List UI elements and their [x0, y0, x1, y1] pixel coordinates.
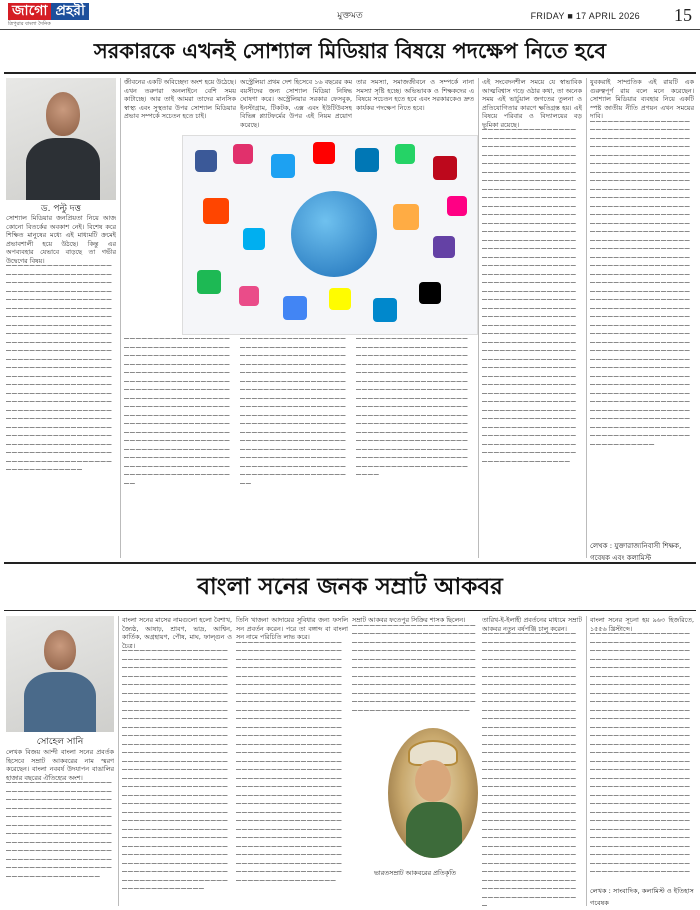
text-filler: ▔▔▔▔▔▔▔▔▔▔▔▔▔▔▔▔▔▔▔▔▔▔▔▔▔▔▔▔▔▔▔▔▔▔▔▔▔▔▔▔▔▔▔▔▔▔▔▔▔▔▔▔▔▔▔▔▔▔▔▔▔▔▔▔▔▔▔▔▔▔▔▔▔▔▔▔▔▔▔▔▔▔▔▔▔▔▔▔▔▔▔▔▔▔▔▔▔▔▔▔▔▔▔▔▔▔▔▔▔▔▔▔▔▔▔▔▔▔▔▔▔▔▔▔▔▔▔▔▔▔▔▔▔▔▔▔▔▔▔▔▔▔▔▔▔▔▔▔▔▔▔▔▔▔▔▔▔▔▔▔▔▔▔▔▔▔▔▔▔▔▔▔▔▔▔▔▔▔▔▔▔▔▔▔▔▔▔▔▔▔▔▔▔▔▔▔▔▔▔▔▔▔▔▔▔▔▔▔▔▔▔▔▔▔▔▔▔▔▔▔▔▔▔▔▔▔▔▔▔▔▔▔▔▔▔▔▔▔▔▔▔▔▔▔▔▔▔▔▔▔▔▔▔▔▔▔▔▔▔▔▔▔▔▔▔▔▔▔▔▔▔▔▔▔▔▔▔▔▔▔▔▔▔▔▔▔▔▔▔▔▔▔▔▔▔▔▔▔▔▔▔▔▔▔▔▔▔▔▔▔▔▔▔▔▔▔▔▔▔▔▔▔▔▔▔▔▔▔▔▔▔▔▔▔▔▔▔▔▔▔▔▔▔▔▔▔▔▔▔▔▔▔▔▔▔▔▔▔▔▔▔▔▔▔▔▔▔▔▔▔▔▔▔▔▔▔▔▔▔▔▔▔▔▔▔▔▔▔▔▔▔▔▔▔▔▔▔▔▔▔▔▔▔▔▔▔▔▔▔▔▔▔▔▔▔▔▔▔▔▔▔▔▔▔▔▔▔▔▔▔▔▔▔▔▔▔▔▔▔▔▔▔▔▔▔▔▔▔▔▔▔▔▔▔▔▔▔▔▔▔▔▔▔▔▔▔▔▔▔▔▔▔▔▔▔▔▔▔▔▔▔▔▔▔▔▔▔▔▔▔▔▔▔▔▔▔▔▔▔▔▔▔▔▔▔▔▔▔▔▔▔▔▔▔▔▔▔▔▔▔▔▔▔▔▔▔▔▔▔▔▔▔▔▔▔▔▔▔▔▔▔▔▔▔▔▔▔▔▔▔▔▔▔▔▔▔▔▔▔▔▔▔▔▔▔▔▔▔▔▔▔▔▔▔▔▔▔▔▔▔▔▔▔▔▔▔▔▔▔▔▔▔▔▔▔▔▔▔▔▔▔▔▔▔▔▔▔▔▔▔▔▔▔▔▔▔▔▔▔▔▔▔▔▔▔▔▔▔▔▔▔▔▔▔▔▔▔▔▔ — [482, 129, 577, 469]
text-filler: ▔▔▔▔▔▔▔▔▔▔▔▔▔▔▔▔▔▔▔▔▔▔▔▔▔▔▔▔▔▔▔▔▔▔▔▔▔▔▔▔▔▔▔▔▔▔▔▔▔▔▔▔▔▔▔▔▔▔▔▔▔▔▔▔▔▔▔▔▔▔▔▔▔▔▔▔▔▔▔▔▔▔▔▔▔▔▔▔▔▔▔▔▔▔▔▔▔▔▔▔▔▔▔▔▔▔▔▔▔▔▔▔▔▔▔▔▔▔▔▔▔▔▔▔▔▔▔▔▔▔▔▔▔▔▔▔▔▔▔▔▔▔▔▔▔▔▔▔▔▔▔▔▔▔▔▔▔▔▔▔▔▔▔▔▔▔▔▔▔▔▔▔▔▔▔▔▔▔▔▔▔▔▔▔▔▔▔▔▔▔▔▔▔▔▔▔▔▔▔▔▔▔▔▔▔▔▔▔▔▔▔▔▔▔▔▔▔▔▔▔▔▔▔▔▔▔▔▔▔▔▔▔▔▔▔▔▔▔▔▔▔▔▔▔▔▔▔▔▔▔▔▔▔▔▔▔▔▔▔▔▔▔▔▔▔▔▔▔▔▔▔▔▔▔▔▔▔▔▔▔▔▔▔▔▔▔▔▔▔▔▔▔▔▔▔▔▔▔▔▔▔▔▔▔▔▔▔▔ — [356, 338, 469, 482]
article1-column-6 — [590, 78, 694, 538]
facebook-icon — [195, 150, 217, 172]
logo-part-left: জাগো — [8, 3, 51, 20]
google-icon — [283, 296, 307, 320]
text-filler: ▔▔▔▔▔▔▔▔▔▔▔▔▔▔▔▔▔▔▔▔▔▔▔▔▔▔▔▔▔▔▔▔▔▔▔▔▔▔▔▔▔▔▔▔▔▔▔▔▔▔▔▔▔▔▔▔▔▔▔▔▔▔▔▔▔▔▔▔▔▔▔▔▔▔▔▔▔▔▔▔▔▔▔▔▔▔▔▔▔▔▔▔▔▔▔▔▔▔▔▔▔▔▔▔▔▔▔▔▔▔▔▔▔▔▔▔▔▔▔▔▔▔▔▔▔▔▔▔▔▔▔▔▔▔▔▔▔▔▔▔▔▔▔▔▔▔▔▔▔▔▔▔▔▔▔▔▔▔▔▔▔▔▔▔▔▔▔▔▔▔▔▔▔▔▔▔▔▔▔▔▔▔▔▔▔▔▔▔▔▔▔▔▔▔▔▔▔▔▔▔▔▔▔▔▔▔▔▔▔▔▔▔▔▔▔▔▔▔▔▔▔▔▔▔▔▔▔▔▔▔ — [352, 624, 477, 718]
article1-author-caption: ড. পল্টু দত্ত — [41, 204, 81, 214]
article2-column-2 — [122, 616, 232, 906]
dribbble-icon — [239, 286, 259, 306]
face-shape — [46, 92, 80, 136]
column-rule — [118, 616, 119, 906]
column-rule — [120, 78, 121, 558]
divider — [4, 562, 696, 564]
paragraph: এই সংবেদনশীল সময়ে যে স্বাভাবিক আত্মবিশ্বাস গড়ে ওঠার কথা, তা অনেক সময় এই ভার্চুয়াল জগতের তুলনা ও প্রতিযোগিতার কারণে ক্ষতিগ্রস্ত হয়। এই বিষয়ে পরিবার ও বিদ্যালয়ের বড় ভূমিকা রয়েছে। — [482, 78, 582, 129]
telegram-icon — [373, 298, 397, 322]
author-photo — [6, 78, 116, 200]
column-rule — [586, 78, 587, 558]
tiktok-icon — [419, 282, 441, 304]
flickr-icon — [447, 196, 467, 216]
youtube-icon — [313, 142, 335, 164]
text-filler: ▔▔▔▔▔▔▔▔▔▔▔▔▔▔▔▔▔▔▔▔▔▔▔▔▔▔▔▔▔▔▔▔▔▔▔▔▔▔▔▔▔▔▔▔▔▔▔▔▔▔▔▔▔▔▔▔▔▔▔▔▔▔▔▔▔▔▔▔▔▔▔▔▔▔▔▔▔▔▔▔▔▔▔▔▔▔▔▔▔▔▔▔▔▔▔▔▔▔▔▔▔▔▔▔▔▔▔▔▔▔▔▔▔▔▔▔▔▔▔▔▔▔▔▔▔▔▔▔▔▔▔▔▔▔▔▔▔▔▔▔▔▔▔▔▔▔▔▔▔▔▔▔▔▔▔▔▔▔▔▔▔▔▔▔▔▔▔▔▔▔▔▔▔▔▔▔▔▔▔▔▔▔▔▔▔▔▔▔▔▔▔▔▔▔▔▔▔▔▔▔▔▔▔▔▔▔▔▔▔▔▔▔▔▔▔▔▔▔▔▔▔▔▔▔▔▔▔▔▔▔▔▔▔▔▔▔▔▔▔▔▔▔▔▔▔▔▔▔▔▔▔▔▔▔▔▔▔▔▔▔▔▔▔▔▔▔▔▔▔▔▔▔▔▔▔▔▔▔▔▔▔▔▔▔▔▔▔▔▔▔▔▔▔▔▔▔▔▔▔▔▔▔▔▔▔▔▔▔ — [240, 338, 347, 491]
snapchat-icon — [329, 288, 351, 310]
issue-date: FRIDAY ■ 17 APRIL 2026 — [530, 11, 640, 21]
article2-column-4 — [352, 616, 478, 724]
masthead — [0, 0, 700, 30]
paragraph: সম্রাট আকবর ফতেপুর সিক্রির শাসক ছিলেন। — [352, 616, 466, 624]
reddit-icon — [203, 198, 229, 224]
paragraph: বাংলা সনের মাসের নামগুলো হলো বৈশাখ, জ্যৈষ্ঠ, আষাঢ়, শ্রাবণ, ভাদ্র, আশ্বিন, কার্তিক, অগ্রহায়ণ, পৌষ, মাঘ, ফাল্গুন ও চৈত্র। — [122, 616, 232, 650]
article1-column-4-bottom — [356, 338, 474, 560]
article1-headline: সরকারকে এখনই সোশ্যাল মিডিয়ার বিষয়ে পদক্ষেপ নিতে হবে — [93, 39, 607, 63]
rss-icon — [393, 204, 419, 230]
article2-column-6 — [590, 616, 694, 880]
paragraph: অস্ট্রেলিয়া প্রথম দেশ হিসেবে ১৬ বছরের কম বয়সীদের জন্য সোশ্যাল মিডিয়া নিষিদ্ধ ঘোষণা করে। অস্ট্রেলিয়ার সরকার ফেসবুক, ইনস্টাগ্রাম, টিকটক, এক্স এবং ইউটিউবসহ বিভিন্ন প্ল্যাটফর্মের উপর এই নিয়ম প্রয়োগ করেছে। — [240, 78, 352, 129]
article2-column-5 — [482, 616, 582, 906]
face-shape — [415, 760, 451, 802]
article2-column-1 — [6, 748, 114, 904]
article2-column-3 — [236, 616, 348, 906]
article2-headline: বাংলা সনের জনক সম্রাট আকবর — [197, 574, 503, 600]
article2-author-caption: সোহেল সানি — [36, 737, 84, 747]
akbar-portrait — [388, 728, 478, 858]
paragraph: তারিখ-ই-ইলাহী প্রবর্তনের মাধ্যমে সম্রাট আকবর নতুন বর্ষপঞ্জি চালু করেন। — [482, 616, 582, 633]
social-media-illustration — [182, 135, 478, 335]
article1-column-2-top — [124, 78, 236, 134]
pinterest-icon — [433, 156, 457, 180]
author-photo — [6, 616, 114, 732]
whatsapp-icon — [395, 144, 415, 164]
paragraph: সোশ্যাল মিডিয়ার জনপ্রিয়তা নিয়ে আজ কোনো বিতর্কের অবকাশ নেই। বিশেষ করে শিক্ষিত মানুষের মধ্যে এই মাধ্যমটি ক্রমেই প্রভাবশালী হয়ে উঠছে। কিন্তু এর অপব্যবহার যেভাবে বাড়ছে তা গভীর উদ্বেগের বিষয়। — [6, 214, 116, 265]
linkedin-icon — [355, 148, 379, 172]
column-rule — [586, 616, 587, 906]
robe-shape — [406, 802, 462, 858]
article2-author-note: লেখক : সাংবাদিক, কলামিস্ট ও ইতিহাস গবেষক — [590, 887, 694, 907]
logo-part-right: প্রহরী — [51, 3, 89, 20]
text-filler: ▔▔▔▔▔▔▔▔▔▔▔▔▔▔▔▔▔▔▔▔▔▔▔▔▔▔▔▔▔▔▔▔▔▔▔▔▔▔▔▔▔▔▔▔▔▔▔▔▔▔▔▔▔▔▔▔▔▔▔▔▔▔▔▔▔▔▔▔▔▔▔▔▔▔▔▔▔▔▔▔▔▔▔▔▔▔▔▔▔▔▔▔▔▔▔▔▔▔▔▔▔▔▔▔▔▔▔▔▔▔▔▔▔▔▔▔▔▔▔▔▔▔▔▔▔▔▔▔▔▔▔▔▔▔▔▔▔▔▔▔▔▔▔▔▔▔▔▔▔▔▔▔▔▔▔▔▔▔▔▔▔▔▔▔▔▔▔▔▔▔▔▔▔▔▔▔▔▔▔▔▔▔▔▔▔▔▔▔▔▔▔▔▔▔▔▔▔▔▔▔▔▔▔▔▔▔▔▔▔▔▔▔▔▔▔▔▔▔▔▔▔▔▔▔▔▔▔▔▔▔▔▔▔▔▔▔▔▔▔▔▔▔▔▔▔▔▔▔▔▔▔▔▔▔▔▔▔▔▔▔▔▔▔▔▔▔▔▔▔▔▔▔▔▔▔▔▔▔▔▔▔▔▔▔▔▔▔▔▔▔▔▔▔▔▔▔▔▔▔▔▔▔▔▔▔▔▔▔ — [124, 338, 231, 491]
page-number: 15 — [674, 5, 692, 25]
paragraph: তিনি খাজনা আদায়ের সুবিধার জন্য ফসলি সন প্রবর্তন করেন। পরে তা বঙ্গাব্দ বা বাংলা সন নামে পরিচিতি লাভ করে। — [236, 616, 348, 641]
article1-column-5 — [482, 78, 582, 558]
article1-column-3-top — [240, 78, 352, 134]
paragraph: যুবকরাই সাম্প্রতিক এই রায়টি এক গুরুত্বপূর্ণ রায় বলে মনে করেছেন। সোশ্যাল মিডিয়ার ব্যবহার নিয়ে একটি স্পষ্ট জাতীয় নীতি প্রণয়ন এখন সময়ের দাবি। — [590, 78, 694, 120]
globe-icon — [291, 191, 377, 277]
text-filler: ▔▔▔▔▔▔▔▔▔▔▔▔▔▔▔▔▔▔▔▔▔▔▔▔▔▔▔▔▔▔▔▔▔▔▔▔▔▔▔▔▔▔▔▔▔▔▔▔▔▔▔▔▔▔▔▔▔▔▔▔▔▔▔▔▔▔▔▔▔▔▔▔▔▔▔▔▔▔▔▔▔▔▔▔▔▔▔▔▔▔▔▔▔▔▔▔▔▔▔▔▔▔▔▔▔▔▔▔▔▔▔▔▔▔▔▔▔▔▔▔▔▔▔▔▔▔▔▔▔▔▔▔▔▔▔▔▔▔▔▔▔▔▔▔▔▔▔▔▔▔▔▔▔▔▔▔▔▔▔▔▔▔▔▔▔▔▔▔▔▔▔▔▔▔▔▔▔▔▔▔▔▔▔▔▔▔▔▔▔▔▔▔▔▔▔▔▔▔▔▔▔▔▔▔▔▔▔▔▔▔▔▔▔▔▔▔▔▔▔▔▔▔▔▔▔▔▔▔▔▔▔▔▔▔▔▔▔▔▔▔▔▔▔▔▔▔▔▔▔▔▔▔▔▔▔▔▔▔▔▔▔▔▔▔▔▔▔▔▔▔▔▔▔▔▔▔▔▔▔▔▔▔▔▔▔▔▔▔▔▔▔▔▔▔▔▔▔▔▔▔▔▔▔▔▔▔▔▔▔▔▔▔▔▔▔▔▔▔▔▔▔▔▔▔▔▔▔▔▔▔▔▔▔▔▔▔▔▔▔▔▔▔▔▔▔▔▔▔▔▔▔▔▔▔▔▔▔▔▔▔▔▔▔▔▔▔▔▔▔▔▔▔▔▔▔▔▔▔▔▔▔▔▔▔▔▔▔▔▔▔▔▔▔▔▔▔▔▔▔▔▔▔▔▔▔▔▔▔▔▔▔▔▔▔▔▔▔▔▔▔▔▔▔▔▔▔▔▔▔▔▔▔▔▔▔▔▔▔▔▔▔▔▔▔▔ — [6, 265, 113, 477]
section-label: মুক্তমত — [337, 11, 363, 21]
paragraph: তার সমস্যা, সমাজজীবনে ও সম্পর্কে নানা সমস্যা সৃষ্টি হচ্ছে। অভিভাবক ও শিক্ষকদের এ বিষয়ে সচেতন হতে হবে এবং সরকারকেও দ্রুত কার্যকর পদক্ষেপ নিতে হবে। — [356, 78, 474, 112]
portrait-caption: ভারতসম্রাট আকবরের প্রতিকৃতি — [373, 869, 457, 877]
text-filler: ▔▔▔▔▔▔▔▔▔▔▔▔▔▔▔▔▔▔▔▔▔▔▔▔▔▔▔▔▔▔▔▔▔▔▔▔▔▔▔▔▔▔▔▔▔▔▔▔▔▔▔▔▔▔▔▔▔▔▔▔▔▔▔▔▔▔▔▔▔▔▔▔▔▔▔▔▔▔▔▔▔▔▔▔▔▔▔▔▔▔▔▔▔▔▔▔▔▔▔▔▔▔▔▔▔▔▔▔▔▔▔▔▔▔▔▔▔▔▔▔▔▔▔▔▔▔▔▔▔▔▔▔▔▔▔▔▔▔▔▔▔▔▔▔▔▔▔▔▔▔▔▔▔▔▔▔▔▔▔▔▔▔▔▔▔▔▔▔▔▔▔▔▔▔▔▔▔▔▔▔▔▔▔▔▔▔▔▔▔▔▔▔▔▔▔▔▔▔▔▔▔▔▔▔▔▔▔▔▔▔▔▔▔▔▔▔▔▔▔▔▔▔▔▔▔▔▔▔▔▔▔▔▔▔▔▔▔▔▔▔▔▔▔▔▔▔▔▔▔▔▔▔▔▔▔▔▔▔▔▔▔▔▔▔▔▔▔▔▔▔▔▔▔▔▔▔▔▔▔▔▔▔▔▔▔▔▔▔▔▔▔▔▔▔▔▔▔▔▔▔▔▔▔▔▔▔▔▔▔▔▔▔▔▔▔▔▔▔▔▔▔▔▔▔▔▔▔▔▔▔▔▔▔▔▔▔▔▔▔▔▔▔▔▔▔▔▔▔▔▔▔▔▔▔▔▔▔▔▔▔▔▔▔▔▔▔▔▔▔▔▔▔▔▔▔▔▔▔▔▔▔▔▔▔▔▔▔▔▔▔▔▔▔▔▔▔▔▔▔▔▔▔▔▔▔▔▔▔▔▔▔▔▔▔▔▔▔▔▔▔▔▔▔▔▔▔▔▔▔▔▔▔▔▔▔▔▔▔▔▔▔▔▔▔▔▔▔▔▔▔▔▔▔▔▔▔▔▔▔▔▔▔▔▔▔▔▔▔▔▔▔▔▔▔▔▔▔▔▔▔▔▔▔▔▔▔▔▔▔▔▔▔▔▔▔▔▔▔▔▔▔▔▔▔▔▔▔▔▔▔▔▔ — [482, 633, 577, 905]
article1-column-4-top — [356, 78, 474, 134]
article1-column-1 — [6, 214, 116, 559]
text-filler: ▔▔▔▔▔▔▔▔▔▔▔▔▔▔▔▔▔▔▔▔▔▔▔▔▔▔▔▔▔▔▔▔▔▔▔▔▔▔▔▔▔▔▔▔▔▔▔▔▔▔▔▔▔▔▔▔▔▔▔▔▔▔▔▔▔▔▔▔▔▔▔▔▔▔▔▔▔▔▔▔▔▔▔▔▔▔▔▔▔▔▔▔▔▔▔▔▔▔▔▔▔▔▔▔▔▔▔▔▔▔▔▔▔▔▔▔▔▔▔▔▔▔▔▔▔▔▔▔▔▔▔▔▔▔▔▔▔▔▔▔▔▔▔▔▔▔▔▔▔▔▔▔▔▔▔▔▔▔▔▔▔▔▔▔▔▔▔▔▔▔▔▔▔▔▔▔▔▔▔▔▔▔▔▔▔▔▔▔▔▔▔▔▔▔▔▔▔▔▔▔▔▔▔▔▔▔▔▔▔▔▔▔▔▔▔▔▔▔▔▔▔▔▔▔▔▔▔▔▔▔▔▔▔▔▔▔▔▔▔▔▔▔▔▔▔▔▔▔▔▔▔▔▔▔▔▔▔▔▔▔▔▔▔▔▔▔▔▔▔▔▔▔▔▔▔▔▔▔▔▔▔▔▔▔▔▔▔▔▔▔▔▔▔▔▔▔▔▔▔▔▔▔▔▔▔▔▔▔▔▔▔▔▔▔▔▔▔▔▔▔▔▔▔▔▔▔▔▔▔▔▔▔▔▔▔▔▔▔▔▔▔▔▔▔▔▔▔▔▔▔▔▔▔▔▔▔▔▔▔▔▔▔▔▔▔▔▔▔▔▔▔▔▔▔▔▔▔▔▔▔▔▔▔▔▔▔▔▔▔▔▔▔▔▔▔▔▔▔▔▔▔▔▔▔▔▔▔▔▔▔▔▔▔▔▔▔▔▔▔▔▔▔▔▔▔▔▔▔▔▔▔▔▔▔▔▔▔▔▔▔▔▔▔▔▔▔▔▔▔▔▔▔▔▔▔▔▔▔▔▔▔▔▔▔▔▔▔▔▔▔▔▔▔▔▔▔▔▔▔▔▔▔▔▔▔▔▔▔▔▔▔▔▔▔▔▔▔▔▔▔▔▔▔▔▔▔▔▔▔▔▔▔▔▔▔▔▔▔ — [122, 650, 229, 896]
twitter-icon — [271, 154, 295, 178]
text-filler: ▔▔▔▔▔▔▔▔▔▔▔▔▔▔▔▔▔▔▔▔▔▔▔▔▔▔▔▔▔▔▔▔▔▔▔▔▔▔▔▔▔▔▔▔▔▔▔▔▔▔▔▔▔▔▔▔▔▔▔▔▔▔▔▔▔▔▔▔▔▔▔▔▔▔▔▔▔▔▔▔▔▔▔▔▔▔▔▔▔▔▔▔▔▔▔▔▔▔▔▔▔▔▔▔▔▔▔▔▔▔▔▔▔▔▔▔▔▔▔▔▔▔▔▔▔▔▔▔▔▔▔▔▔▔▔▔▔▔▔▔▔▔▔▔▔▔▔▔▔▔▔▔▔▔▔▔▔▔▔▔▔▔▔▔▔▔▔▔▔▔▔▔▔▔▔▔▔▔▔▔▔▔▔▔▔▔▔▔▔▔▔▔▔▔▔▔▔▔▔▔▔▔▔▔▔▔▔▔▔▔▔▔▔▔ — [6, 782, 113, 884]
text-filler: ▔▔▔▔▔▔▔▔▔▔▔▔▔▔▔▔▔▔▔▔▔▔▔▔▔▔▔▔▔▔▔▔▔▔▔▔▔▔▔▔▔▔▔▔▔▔▔▔▔▔▔▔▔▔▔▔▔▔▔▔▔▔▔▔▔▔▔▔▔▔▔▔▔▔▔▔▔▔▔▔▔▔▔▔▔▔▔▔▔▔▔▔▔▔▔▔▔▔▔▔▔▔▔▔▔▔▔▔▔▔▔▔▔▔▔▔▔▔▔▔▔▔▔▔▔▔▔▔▔▔▔▔▔▔▔▔▔▔▔▔▔▔▔▔▔▔▔▔▔▔▔▔▔▔▔▔▔▔▔▔▔▔▔▔▔▔▔▔▔▔▔▔▔▔▔▔▔▔▔▔▔▔▔▔▔▔▔▔▔▔▔▔▔▔▔▔▔▔▔▔▔▔▔▔▔▔▔▔▔▔▔▔▔▔▔▔▔▔▔▔▔▔▔▔▔▔▔▔▔▔▔▔▔▔▔▔▔▔▔▔▔▔▔▔▔▔▔▔▔▔▔▔▔▔▔▔▔▔▔▔▔▔▔▔▔▔▔▔▔▔▔▔▔▔▔▔▔▔▔▔▔▔▔▔▔▔▔▔▔▔▔▔▔▔▔▔▔▔▔▔▔▔▔▔▔▔▔▔▔▔▔▔▔▔▔▔▔▔▔▔▔▔▔▔▔▔▔▔▔▔▔▔▔▔▔▔▔▔▔▔▔▔▔▔▔▔▔▔▔▔▔▔▔▔▔▔▔▔▔▔▔▔▔▔▔▔▔▔▔▔▔▔▔▔▔▔▔▔▔▔▔▔▔▔▔▔▔▔▔▔▔▔▔▔▔▔▔▔▔▔▔▔▔▔▔▔▔▔▔▔▔▔▔▔▔▔▔▔▔▔▔▔▔▔▔▔▔▔▔▔▔▔▔▔▔▔▔▔▔▔▔▔▔▔▔▔▔▔▔▔▔▔▔▔▔▔▔▔▔▔▔▔▔▔▔▔▔▔▔▔▔▔▔▔▔▔▔▔▔▔▔▔▔▔▔▔▔▔▔▔▔▔▔▔▔▔▔▔▔▔▔▔▔▔▔▔▔▔▔▔▔▔▔▔▔▔▔▔▔▔▔ — [236, 641, 343, 888]
spotify-icon — [197, 270, 221, 294]
paragraph: জীবনের একটি অবিচ্ছেদ্য অংশ হয়ে উঠেছে। এখন তরুণরা অনলাইনে বেশি সময় কাটাচ্ছে। আর তাই আমরা তাদের মানসিক স্বাস্থ্য এবং সুস্থতার উপর সোশ্যাল মিডিয়ার প্রভাব সম্পর্কে সচেতন হতে চাই। — [124, 78, 236, 120]
twitch-icon — [433, 236, 455, 258]
article1-column-3-bottom — [240, 338, 352, 560]
divider — [4, 72, 696, 74]
face-shape — [44, 630, 76, 670]
column-rule — [478, 78, 479, 558]
paragraph: লেখক বিজয় আন্দী বাংলা সনের প্রবর্তক হিসেবে সম্রাট আকবরের নাম স্মরণ করেছেন। বাংলা নববর্ষ উদযাপন বাঙালির হাজার বছরের ঐতিহ্যের অংশ। — [6, 748, 114, 782]
skype-icon — [243, 228, 265, 250]
suit-shape — [24, 672, 96, 732]
divider — [4, 610, 696, 611]
suit-shape — [26, 138, 100, 200]
logo-tagline: ত্রিপুরার বাংলা দৈনিক — [8, 21, 51, 27]
instagram-icon — [233, 144, 253, 164]
newspaper-logo[interactable] — [8, 3, 120, 27]
text-filler: ▔▔▔▔▔▔▔▔▔▔▔▔▔▔▔▔▔▔▔▔▔▔▔▔▔▔▔▔▔▔▔▔▔▔▔▔▔▔▔▔▔▔▔▔▔▔▔▔▔▔▔▔▔▔▔▔▔▔▔▔▔▔▔▔▔▔▔▔▔▔▔▔▔▔▔▔▔▔▔▔▔▔▔▔▔▔▔▔▔▔▔▔▔▔▔▔▔▔▔▔▔▔▔▔▔▔▔▔▔▔▔▔▔▔▔▔▔▔▔▔▔▔▔▔▔▔▔▔▔▔▔▔▔▔▔▔▔▔▔▔▔▔▔▔▔▔▔▔▔▔▔▔▔▔▔▔▔▔▔▔▔▔▔▔▔▔▔▔▔▔▔▔▔▔▔▔▔▔▔▔▔▔▔▔▔▔▔▔▔▔▔▔▔▔▔▔▔▔▔▔▔▔▔▔▔▔▔▔▔▔▔▔▔▔▔▔▔▔▔▔▔▔▔▔▔▔▔▔▔▔▔▔▔▔▔▔▔▔▔▔▔▔▔▔▔▔▔▔▔▔▔▔▔▔▔▔▔▔▔▔▔▔▔▔▔▔▔▔▔▔▔▔▔▔▔▔▔▔▔▔▔▔▔▔▔▔▔▔▔▔▔▔▔▔▔▔▔▔▔▔▔▔▔▔▔▔▔▔▔▔▔▔▔▔▔▔▔▔▔▔▔▔▔▔▔▔▔▔▔▔▔▔▔▔▔▔▔▔▔▔▔▔▔▔▔▔▔▔▔▔▔▔▔▔▔▔▔▔▔▔▔▔▔▔▔▔▔▔▔▔▔▔▔▔▔▔▔▔▔▔▔▔▔▔▔▔▔▔▔▔▔▔▔▔▔▔▔▔▔▔▔▔▔▔▔▔▔▔▔▔▔▔▔▔▔▔▔▔▔▔▔▔▔▔▔▔▔▔▔▔▔▔▔▔▔▔▔▔▔▔▔▔▔▔▔▔▔▔▔▔▔▔▔▔▔▔▔▔▔▔▔▔▔▔▔▔▔▔▔▔▔▔▔▔▔▔▔▔▔▔▔▔▔▔▔▔▔▔▔▔▔▔▔ — [590, 633, 691, 879]
paragraph: বাংলা সনের সূচনা হয় ৯৬৩ হিজরিতে, ১৫৫৬ খ্রিস্টাব্দে। — [590, 616, 694, 633]
article1-author-note: লেখক : যুক্তারাজ্যনিবাসী শিক্ষক, গবেষক এবং কলামিস্ট — [590, 542, 682, 562]
text-filler: ▔▔▔▔▔▔▔▔▔▔▔▔▔▔▔▔▔▔▔▔▔▔▔▔▔▔▔▔▔▔▔▔▔▔▔▔▔▔▔▔▔▔▔▔▔▔▔▔▔▔▔▔▔▔▔▔▔▔▔▔▔▔▔▔▔▔▔▔▔▔▔▔▔▔▔▔▔▔▔▔▔▔▔▔▔▔▔▔▔▔▔▔▔▔▔▔▔▔▔▔▔▔▔▔▔▔▔▔▔▔▔▔▔▔▔▔▔▔▔▔▔▔▔▔▔▔▔▔▔▔▔▔▔▔▔▔▔▔▔▔▔▔▔▔▔▔▔▔▔▔▔▔▔▔▔▔▔▔▔▔▔▔▔▔▔▔▔▔▔▔▔▔▔▔▔▔▔▔▔▔▔▔▔▔▔▔▔▔▔▔▔▔▔▔▔▔▔▔▔▔▔▔▔▔▔▔▔▔▔▔▔▔▔▔▔▔▔▔▔▔▔▔▔▔▔▔▔▔▔▔▔▔▔▔▔▔▔▔▔▔▔▔▔▔▔▔▔▔▔▔▔▔▔▔▔▔▔▔▔▔▔▔▔▔▔▔▔▔▔▔▔▔▔▔▔▔▔▔▔▔▔▔▔▔▔▔▔▔▔▔▔▔▔▔▔▔▔▔▔▔▔▔▔▔▔▔▔▔▔▔▔▔▔▔▔▔▔▔▔▔▔▔▔▔▔▔▔▔▔▔▔▔▔▔▔▔▔▔▔▔▔▔▔▔▔▔▔▔▔▔▔▔▔▔▔▔▔▔▔▔▔▔▔▔▔▔▔▔▔▔▔▔▔▔▔▔▔▔▔▔▔▔▔▔▔▔▔▔▔▔▔▔▔▔▔▔▔▔▔▔▔▔▔▔▔▔▔▔▔▔▔▔▔▔▔▔▔▔▔▔▔▔▔▔▔▔▔▔▔▔▔▔▔▔▔▔▔▔▔▔▔▔▔▔▔▔▔▔▔▔▔▔▔▔▔▔▔▔▔▔▔▔▔▔▔▔▔▔▔▔▔▔▔▔▔▔▔▔▔▔▔▔▔▔▔▔▔▔▔▔▔▔▔▔▔▔▔▔▔▔▔▔▔▔▔▔▔▔▔▔▔▔▔▔▔▔▔▔▔▔▔▔▔▔▔▔▔▔▔▔▔▔▔▔▔▔▔▔▔▔▔▔▔▔▔▔▔▔▔▔▔▔▔▔▔▔▔▔▔▔▔▔▔▔▔▔▔▔▔▔▔▔▔▔▔▔▔▔▔▔▔▔▔▔▔▔▔▔▔▔▔▔▔▔▔▔▔▔▔▔▔▔▔▔▔▔▔▔▔▔▔▔▔▔▔▔▔▔▔▔▔▔▔▔▔▔▔▔▔▔▔▔▔▔▔▔▔▔▔▔▔▔▔▔▔▔▔▔▔▔▔▔▔▔▔▔▔ — [590, 120, 691, 452]
article1-column-2-bottom — [124, 338, 236, 560]
